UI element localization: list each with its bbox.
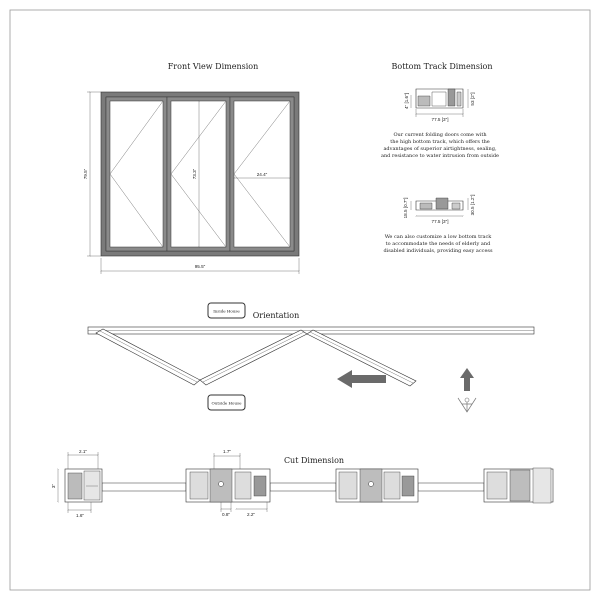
- svg-text:2.1": 2.1": [78, 449, 88, 454]
- bottom-track-title: Bottom Track Dimension: [391, 62, 493, 71]
- bottom-track: [381, 62, 499, 254]
- low-track-height-right: 30.5 [1.2"]: [470, 194, 475, 216]
- svg-text:We can also customize a low bo: We can also customize a low bottom track: [384, 234, 492, 240]
- door-panel-left: [106, 97, 167, 251]
- cut-dim-hinge-top: [214, 449, 240, 469]
- low-track-height-left: 18.5 [0.7"]: [403, 197, 408, 219]
- height-dimension: [83, 92, 101, 256]
- walker-icon: [458, 398, 476, 412]
- cut-dim-height: [51, 469, 58, 502]
- svg-text:0.8": 0.8": [221, 512, 231, 517]
- hinge-profile-2: [336, 469, 418, 502]
- panel-width-label: 24.4": [256, 172, 268, 177]
- svg-text:1.6": 1.6": [75, 513, 85, 518]
- cut-dim-hinge-bottom-small: [221, 502, 231, 517]
- hinge-profile-1: [186, 469, 270, 502]
- cut-title: Cut Dimension: [283, 456, 345, 465]
- high-track-height-left: 4" [1.6"]: [404, 92, 409, 110]
- inside-house-label: [208, 303, 245, 318]
- cut-dim-hinge-bottom: [236, 502, 267, 517]
- width-dimension: [101, 258, 299, 274]
- svg-text:disabled individuals, providin: disabled individuals, providing easy access: [383, 248, 493, 254]
- cut-dim-top-left: [68, 449, 98, 469]
- low-track-note: [383, 234, 493, 254]
- right-jamb-profile: [484, 468, 553, 503]
- cut-dim-bottom-left: [68, 502, 91, 518]
- page-border: [10, 10, 590, 590]
- svg-text:the high bottom track, which o: the high bottom track, which offers the: [390, 139, 490, 145]
- svg-text:1.7": 1.7": [222, 449, 232, 454]
- svg-text:to accommodate the needs of el: to accommodate the needs of elderly and: [385, 241, 491, 247]
- cut-dimension: [51, 449, 553, 518]
- arrow-up-icon: [460, 368, 474, 391]
- svg-text:Inside House: Inside House: [213, 308, 240, 314]
- svg-text:Our current folding doors come: Our current folding doors come with: [393, 132, 487, 138]
- arrow-left-icon: [337, 370, 386, 388]
- front-view-title: Front View Dimension: [167, 62, 259, 71]
- outside-house-label: [208, 395, 245, 410]
- low-track-width: 77.5 [3"]: [431, 219, 449, 224]
- front-view: [83, 62, 299, 274]
- svg-text:advantages of superior airtigh: advantages of superior airtightness, sealing,: [383, 146, 497, 152]
- high-track-height-right: 53 [2"]: [470, 92, 475, 106]
- svg-text:Outside House: Outside House: [211, 400, 242, 406]
- left-jamb-profile: [65, 469, 102, 502]
- height-label: 79.5": [83, 168, 88, 180]
- svg-text:and resistance to water intrus: and resistance to water intrusion from outside: [380, 153, 500, 159]
- high-track-profile: [404, 89, 475, 122]
- svg-text:3": 3": [51, 483, 56, 489]
- low-track-profile: [403, 195, 475, 224]
- high-track-note: [381, 132, 499, 159]
- door-panel-middle: [167, 97, 230, 251]
- orientation-title: Orientation: [252, 311, 300, 320]
- svg-text:2.2": 2.2": [246, 512, 256, 517]
- high-track-width: 77.5 [3"]: [431, 117, 449, 122]
- panel-height-label: 73.3": [192, 168, 197, 180]
- orientation: [88, 303, 534, 412]
- width-label: 95.5": [194, 264, 206, 269]
